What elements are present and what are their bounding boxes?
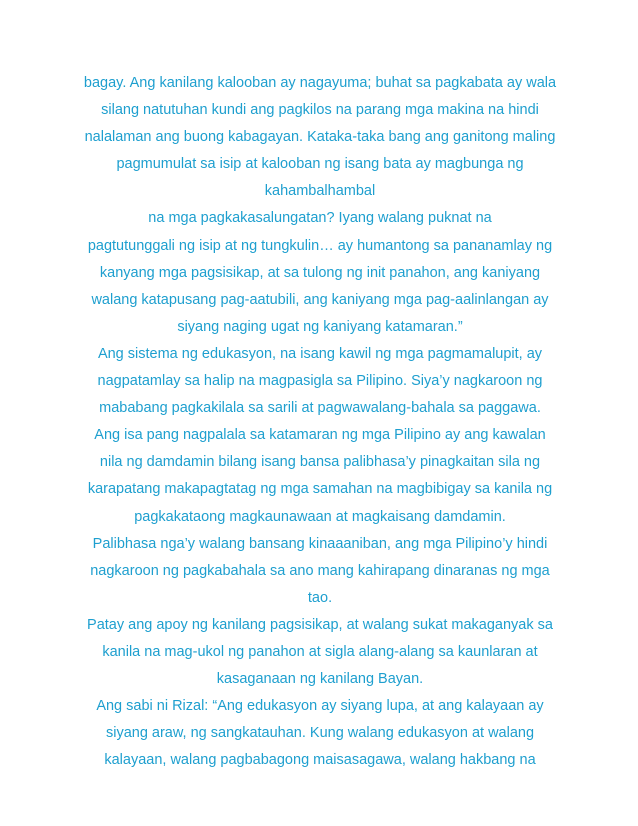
text-line: Ang sistema ng edukasyon, na isang kawil ng mga pagmamalupit, ay: [97, 345, 543, 362]
text-line: walang katapusang pag-aatubili, ang kaniyang mga pag-aalinlangan ay: [91, 291, 549, 308]
text-line: Palibhasa nga’y walang bansang kinaaaniban, ang mga Pilipino’y hindi: [92, 535, 548, 552]
text-line: Patay ang apoy ng kanilang pagsisikap, at walang sukat makaganyak sa: [87, 616, 553, 633]
text-line: pagmumulat sa isip at kalooban ng isang bata ay magbunga ng: [116, 156, 524, 173]
text-line: kanyang mga pagsisikap, at sa tulong ng init panahon, ang kaniyang: [99, 264, 541, 281]
text-line: bagay. Ang kanilang kalooban ay nagayuma; buhat sa pagkabata ay wala: [83, 75, 557, 91]
text-line: kahambalhambal: [264, 183, 376, 200]
text-line: Ang isa pang nagpalala sa katamaran ng mga Pilipino ay ang kawalan: [94, 427, 546, 444]
text-line: silang natutuhan kundi ang pagkilos na parang mga makina na hindi: [101, 102, 539, 119]
text-line: nila ng damdamin bilang isang bansa palibhasa’y pinagkaitan sila ng: [99, 454, 541, 471]
document-text: [70, 70, 570, 774]
text-line: Ang sabi ni Rizal: “Ang edukasyon ay siyang lupa, at ang kalayaan ay: [96, 698, 544, 715]
text-line: nalalaman ang buong kabagayan. Kataka-taka bang ang ganitong maling: [84, 129, 556, 146]
text-line: kalayaan, walang pagbabagong maisasagawa, walang hakbang na: [104, 752, 536, 769]
text-line: kanila na mag-ukol ng panahon at sigla alang-alang sa kaunlaran at: [102, 643, 538, 660]
text-line: siyang araw, ng sangkatauhan. Kung walang edukasyon at walang: [105, 725, 535, 742]
text-line: pagtutunggali ng isip at ng tungkulin… ay humantong sa pananamlay ng: [87, 237, 553, 254]
text-line: siyang naging ugat ng kaniyang katamaran.”: [177, 318, 463, 335]
text-line: karapatang makapagtatag ng mga samahan na magbibigay sa kanila ng: [87, 481, 553, 498]
text-line: nagkaroon ng pagkabahala sa ano mang kahirapang dinaranas ng mga: [90, 562, 550, 579]
text-line: pagkakataong magkaunawaan at magkaisang damdamin.: [134, 508, 506, 525]
text-line: mababang pagkakilala sa sarili at pagwawalang-bahala sa paggawa.: [99, 400, 541, 417]
text-line: kasaganaan ng kanilang Bayan.: [216, 671, 424, 688]
text-line: tao.: [307, 589, 333, 606]
text-line: na mga pagkakasalungatan? Iyang walang puknat na: [148, 210, 492, 227]
text-line: nagpatamlay sa halip na magpasigla sa Pilipino. Siya’y nagkaroon ng: [97, 373, 543, 390]
